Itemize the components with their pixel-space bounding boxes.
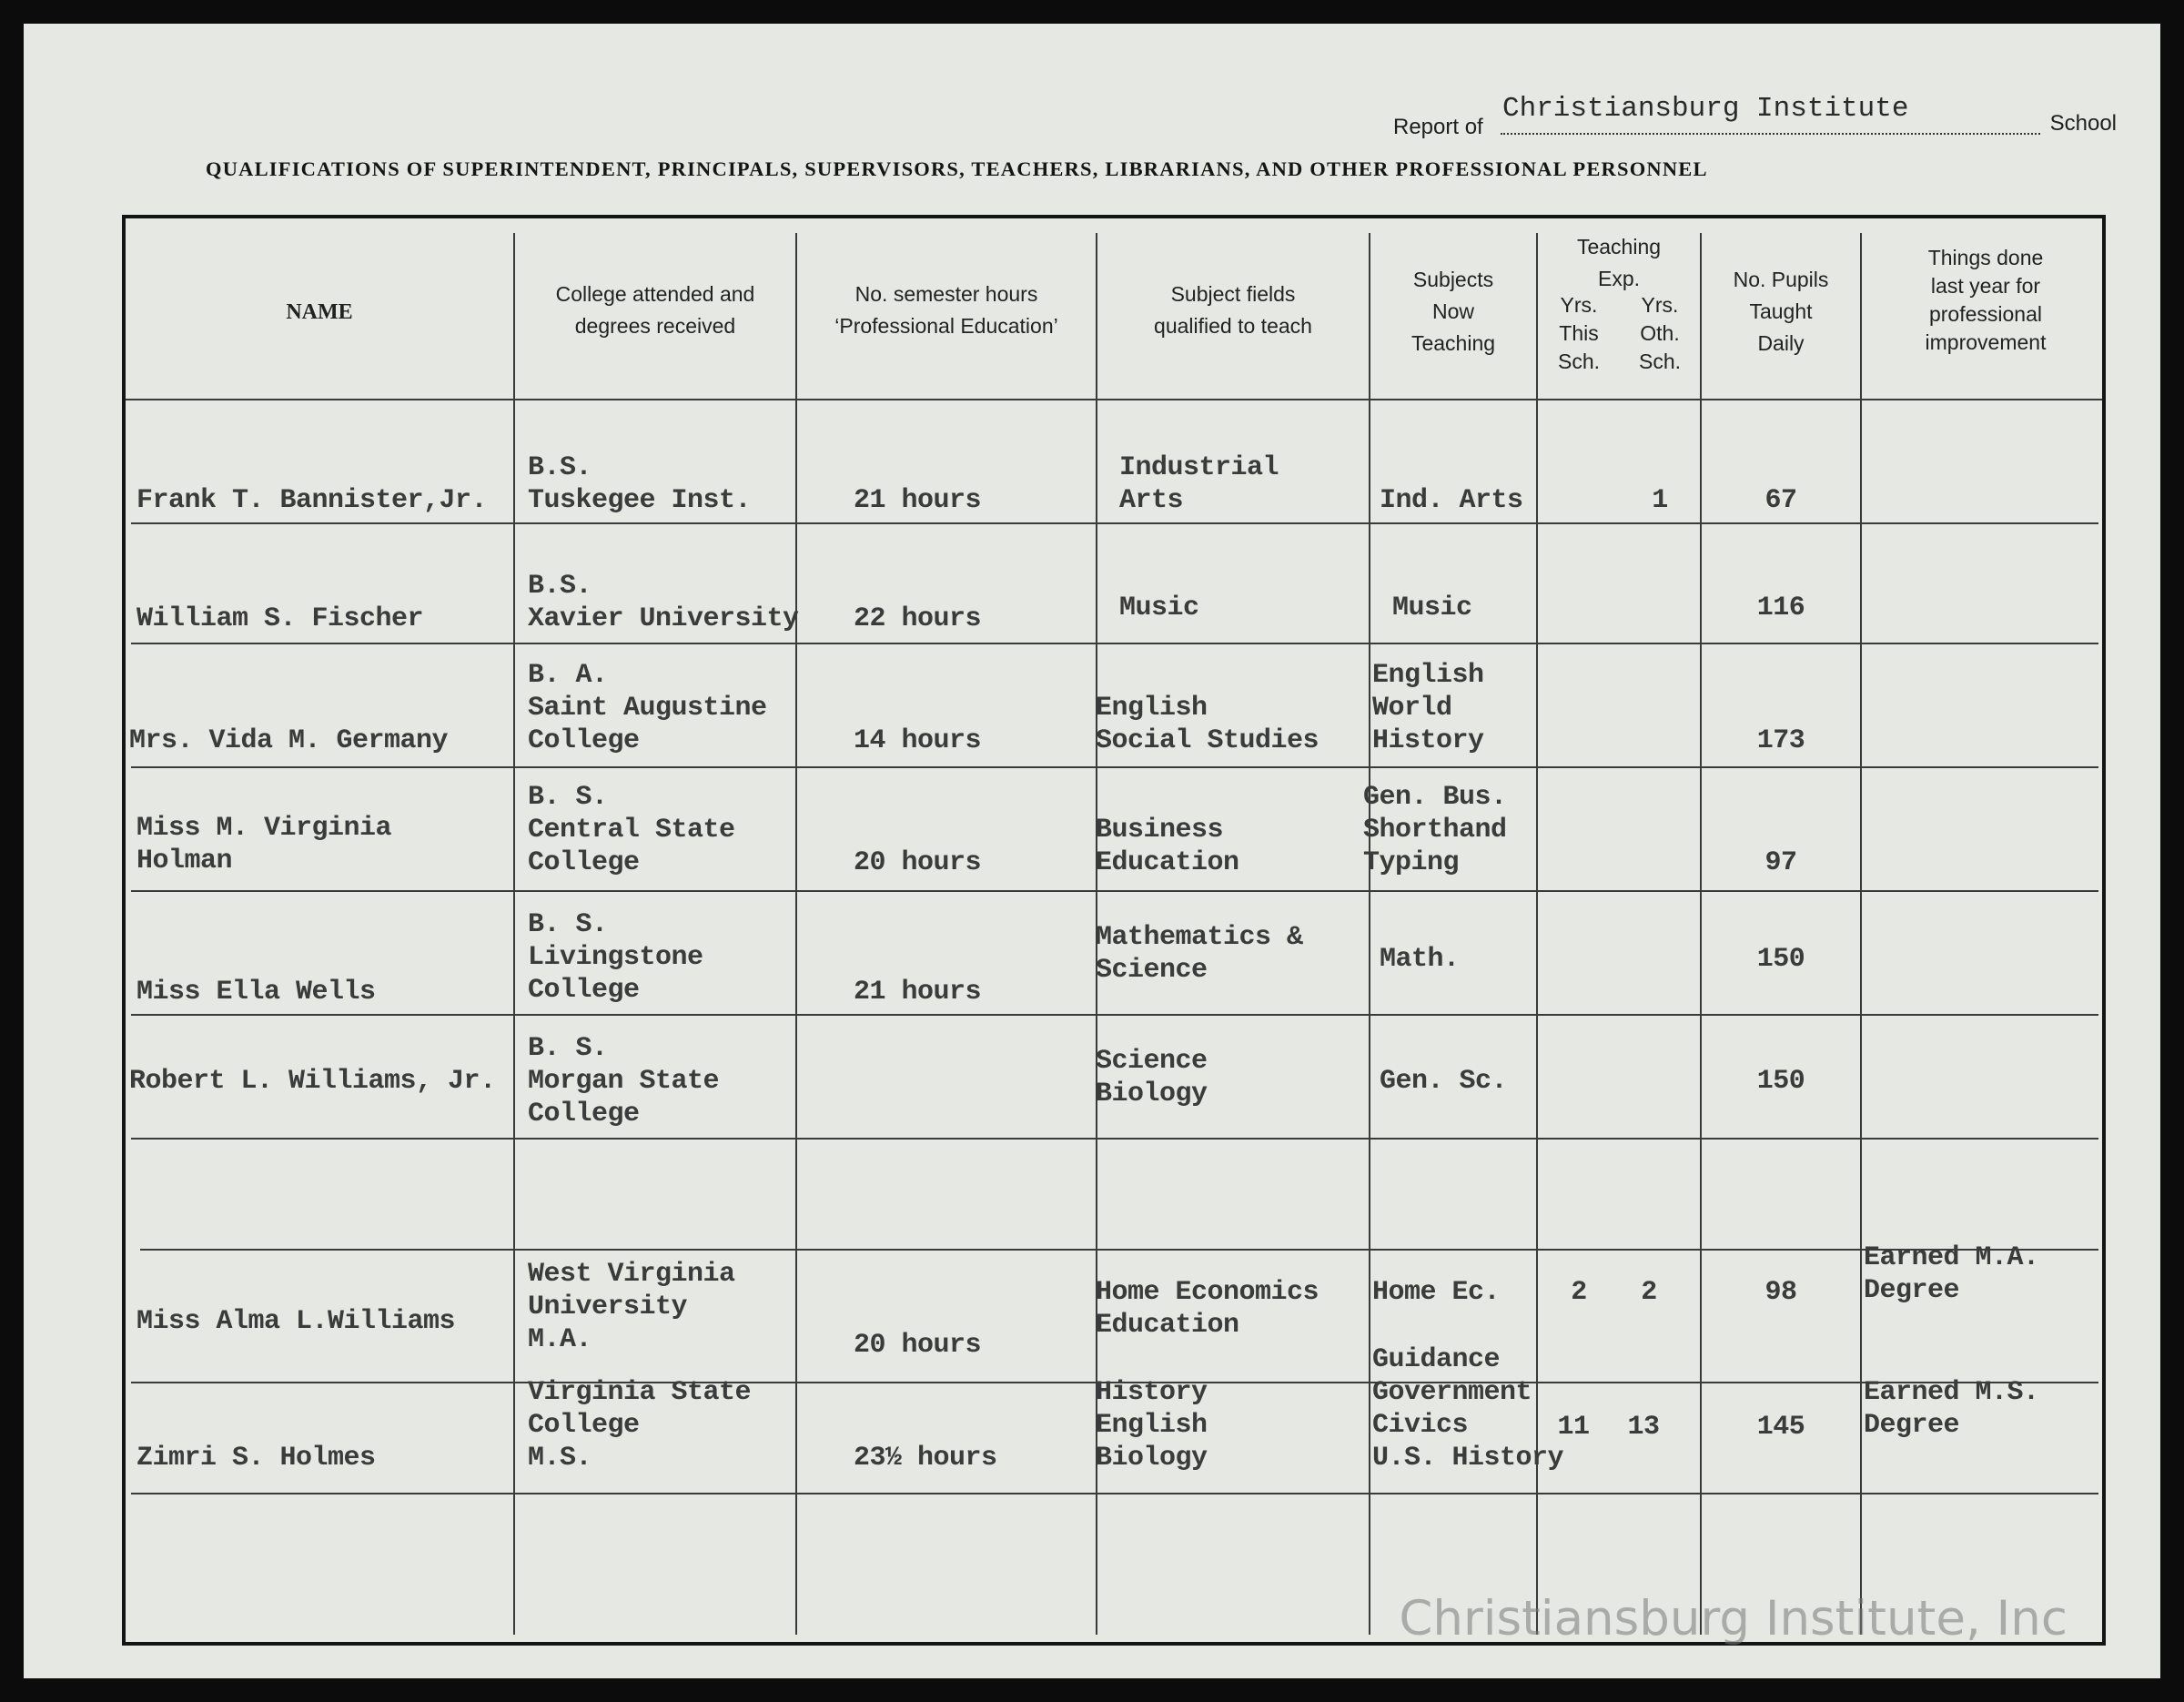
header-pupils: No. Pupils Taught Daily	[1733, 268, 1829, 355]
col-rule	[1369, 233, 1370, 1635]
qualifications-table	[122, 215, 2106, 1646]
row-rule	[131, 890, 2098, 892]
header-rule	[126, 399, 2102, 400]
cell-college: B.S. Tuskegee Inst.	[528, 452, 752, 516]
cell-name: Frank T. Bannister,Jr.	[136, 485, 488, 516]
cell-pupils: 98	[1764, 1277, 1797, 1308]
cell-now-teaching: Home Ec.	[1372, 1277, 1501, 1308]
header-yrs-oth-sch: Yrs. Oth. Sch.	[1638, 293, 1682, 373]
cell-fields: History English Biology	[1096, 1377, 1208, 1474]
cell-college: B. S. Morgan State College	[528, 1033, 720, 1130]
cell-fields: Science Biology	[1096, 1046, 1208, 1109]
cell-hours: 23½ hours	[854, 1443, 997, 1474]
cell-fields: Music	[1119, 593, 1199, 623]
cell-hours: 20 hours	[854, 847, 982, 878]
cell-pupils: 97	[1764, 847, 1797, 878]
cell-name: Robert L. Williams, Jr.	[129, 1066, 496, 1097]
cell-college: West Virginia University M.A.	[528, 1259, 735, 1355]
cell-now-teaching: English World History	[1372, 660, 1484, 756]
cell-name: Mrs. Vida M. Germany	[129, 725, 449, 756]
cell-yrs-this: 2	[1571, 1277, 1587, 1308]
report-of-line	[1393, 82, 2117, 140]
header-name: NAME	[286, 300, 353, 324]
cell-fields: Industrial Arts	[1119, 452, 1279, 516]
cell-college: Virginia State College M.S.	[528, 1377, 752, 1474]
cell-hours: 14 hours	[854, 725, 982, 756]
cell-name: Zimri S. Holmes	[136, 1443, 376, 1474]
cell-yrs-oth: 2	[1641, 1277, 1657, 1308]
cell-yrs-oth: 1	[1652, 485, 1668, 516]
cell-pupils: 150	[1756, 1066, 1805, 1097]
col-rule	[1860, 233, 1862, 1635]
cell-pupils: 150	[1756, 944, 1805, 975]
dotted-rule	[1501, 133, 2040, 135]
school-label: School	[2049, 111, 2117, 136]
header-college: College attended and degrees received	[555, 282, 755, 338]
cell-pupils: 67	[1764, 485, 1797, 516]
cell-fields: Business Education	[1096, 815, 1239, 878]
header-now-teaching: Subjects Now Teaching	[1410, 268, 1496, 355]
school-name: Christiansburg Institute	[1502, 93, 1909, 125]
cell-improvement: Earned M.A. Degree	[1864, 1242, 2039, 1306]
cell-yrs-oth: 13	[1627, 1412, 1660, 1443]
col-rule	[795, 233, 797, 1635]
cell-fields: Mathematics & Science	[1096, 922, 1303, 986]
cell-name: William S. Fischer	[136, 603, 424, 634]
row-rule	[140, 1249, 2098, 1251]
row-rule	[131, 1138, 2098, 1140]
watermark-text: Christiansburg Institute, Inc	[1399, 1591, 2068, 1646]
header-improvement: Things done last year for professional improvement	[1925, 246, 2047, 354]
cell-name: Miss Ella Wells	[136, 977, 376, 1008]
cell-college: B. A. Saint Augustine College	[528, 660, 767, 756]
cell-now-teaching: Math.	[1380, 944, 1460, 975]
cell-now-teaching: Music	[1392, 593, 1472, 623]
cell-hours: 20 hours	[854, 1330, 982, 1361]
header-hours: No. semester hours ‘Professional Education’	[834, 282, 1058, 338]
cell-name: Miss Alma L.Williams	[136, 1306, 456, 1337]
row-rule	[131, 1493, 2098, 1494]
cell-pupils: 116	[1756, 593, 1805, 623]
cell-now-teaching: Guidance Government Civics U.S. History	[1372, 1344, 1564, 1474]
col-rule	[513, 233, 515, 1635]
row-rule	[131, 766, 2098, 768]
cell-now-teaching: Ind. Arts	[1380, 485, 1523, 516]
cell-improvement: Earned M.S. Degree	[1864, 1377, 2039, 1441]
cell-hours: 21 hours	[854, 485, 982, 516]
form-page	[24, 24, 2160, 1678]
row-rule	[131, 1014, 2098, 1016]
header-yrs-this-sch: Yrs. This Sch.	[1557, 293, 1601, 373]
cell-college: B.S. Xavier University	[528, 571, 799, 634]
cell-now-teaching: Gen. Bus. Shorthand Typing	[1363, 782, 1507, 878]
header-teaching-exp: Teaching Exp.	[1576, 235, 1662, 290]
cell-now-teaching: Gen. Sc.	[1380, 1066, 1508, 1097]
cell-yrs-this: 11	[1557, 1412, 1590, 1443]
row-rule	[131, 643, 2098, 644]
cell-college: B. S. Livingstone College	[528, 909, 703, 1006]
cell-fields: English Social Studies	[1096, 693, 1320, 756]
form-heading: QUALIFICATIONS OF SUPERINTENDENT, PRINCIPALS, SUPERVISORS, TEACHERS, LIBRARIANS, AND OTHER PROFESSIONAL PERSONNEL	[206, 157, 1708, 180]
cell-hours: 22 hours	[854, 603, 982, 634]
cell-fields: Home Economics Education	[1096, 1277, 1320, 1341]
header-fields: Subject fields qualified to teach	[1154, 282, 1312, 338]
row-rule	[131, 522, 2098, 524]
cell-pupils: 145	[1756, 1412, 1805, 1443]
cell-name: Miss M. Virginia Holman	[136, 813, 392, 876]
cell-hours: 21 hours	[854, 977, 982, 1008]
cell-college: B. S. Central State College	[528, 782, 735, 878]
report-of-label: Report of	[1393, 115, 1483, 139]
cell-pupils: 173	[1756, 725, 1805, 756]
